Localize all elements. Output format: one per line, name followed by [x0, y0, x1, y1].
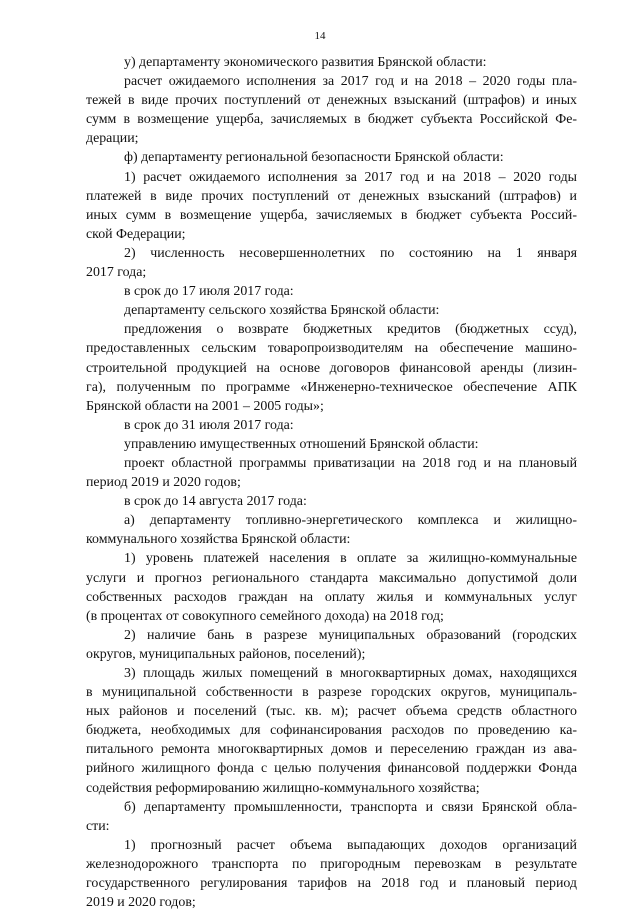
paragraph: [86, 72, 577, 148]
text-line: 2) численность несовершеннолетних по состоянию на 1 января: [124, 245, 577, 261]
paragraph: [86, 244, 577, 282]
text-line: платежей в виде прочих поступлений от денежных взысканий (штрафов) и: [86, 188, 577, 204]
text-line: га), полученным по программе «Инженерно-техническое обеспечение АПК: [86, 379, 577, 395]
paragraph: [86, 626, 577, 664]
text-line: тежей в виде прочих поступлений от денежных взысканий (штрафов) и иных: [86, 93, 577, 109]
text-line: 1) расчет ожидаемого исполнения за 2017 год и на 2018 – 2020 годы: [124, 169, 577, 185]
text-line: ных районов и поселений (тыс. кв. м); расчет объема средств областного: [86, 704, 577, 720]
text-line: 1) уровень платежей населения в оплате за жилищно-коммунальные: [124, 551, 577, 567]
text-line: бюджета, необходимых для софинансирования расходов по проведению ка-: [86, 723, 577, 739]
text-line: б) департаменту промышленности, транспорта и связи Брянской обла-: [124, 799, 577, 815]
text-line: 1) прогнозный расчет объема выпадающих доходов организаций: [124, 837, 577, 853]
text-line: сти:: [86, 818, 110, 834]
text-line: рийного жилищного фонда с целью получения финансовой поддержки Фонда: [86, 761, 577, 777]
paragraph: [86, 454, 577, 492]
paragraph: [86, 798, 577, 836]
text-line: 2017 года;: [86, 265, 147, 281]
text-line: содействия реформированию жилищно-коммунального хозяйства;: [86, 780, 480, 796]
paragraph: [86, 664, 577, 798]
text-line: строительной продукцией на основе договоров финансовой аренды (лизин-: [86, 360, 577, 376]
text-line: период 2019 и 2020 годов;: [86, 475, 241, 491]
document-body: [86, 53, 577, 912]
paragraph: [86, 549, 577, 625]
text-line: в муниципальной собственности в разрезе городских округов, муниципаль-: [86, 685, 577, 701]
text-line: государственного регулирования тарифов на 2018 год и плановый период: [86, 876, 577, 892]
text-line: услуги и прогноз регионального стандарта максимально допустимой доли: [86, 570, 577, 586]
text-line: питального ремонта многоквартирных домов и переселению граждан из ава-: [86, 742, 577, 758]
text-line: коммунального хозяйства Брянской области:: [86, 532, 351, 548]
text-line: у) департаменту экономического развития Брянской области:: [124, 55, 487, 70]
text-line: 2019 и 2020 годов;: [86, 895, 196, 911]
text-line: департаменту сельского хозяйства Брянской области:: [124, 303, 440, 319]
text-line: предоставленных сельским товаропроизводителям на обеспечение машино-: [86, 341, 577, 357]
text-line: в срок до 14 августа 2017 года:: [124, 494, 307, 510]
paragraph: [86, 435, 577, 454]
text-line: сумм в возмещение ущерба, зачисляемых в бюджет субъекта Российской Фе-: [86, 112, 577, 128]
text-line: в срок до 17 июля 2017 года:: [124, 284, 294, 300]
paragraph: [86, 320, 577, 415]
text-line: управлению имущественных отношений Брянской области:: [124, 436, 479, 452]
paragraph: [86, 492, 577, 511]
text-line: ской Федерации;: [86, 226, 186, 242]
text-line: дерации;: [86, 131, 139, 147]
text-line: расчет ожидаемого исполнения за 2017 год и на 2018 – 2020 годы пла-: [124, 74, 577, 90]
paragraph: [86, 416, 577, 435]
paragraph: [86, 53, 577, 72]
text-line: собственных расходов граждан на оплату жилья и коммунальных услуг: [86, 589, 577, 605]
text-line: округов, муниципальных районов, поселений);: [86, 646, 366, 662]
text-line: железнодорожного транспорта по пригородным перевозкам в результате: [86, 856, 577, 872]
text-line: 2) наличие бань в разрезе муниципальных образований (городских: [124, 627, 577, 643]
paragraph: [86, 148, 577, 167]
text-line: (в процентах от совокупного семейного дохода) на 2018 год;: [86, 608, 444, 624]
text-line: проект областной программы приватизации на 2018 год и на плановый: [124, 455, 577, 471]
paragraph: [86, 282, 577, 301]
text-line: предложения о возврате бюджетных кредитов (бюджетных ссуд),: [124, 322, 577, 338]
text-line: в срок до 31 июля 2017 года:: [124, 417, 294, 433]
text-line: ф) департаменту региональной безопасности Брянской области:: [124, 150, 504, 166]
paragraph: [86, 301, 577, 320]
page-number: 14: [314, 30, 326, 42]
text-line: а) департаменту топливно-энергетического комплекса и жилищно-: [124, 513, 577, 529]
text-line: Брянской области на 2001 – 2005 годы»;: [86, 398, 324, 414]
paragraph: [86, 511, 577, 549]
text-line: иных сумм в возмещение ущерба, зачисляемых в бюджет субъекта Россий-: [86, 207, 577, 223]
text-line: 3) площадь жилых помещений в многоквартирных домах, находящихся: [124, 666, 577, 681]
paragraph: [86, 168, 577, 244]
paragraph: [86, 836, 577, 912]
